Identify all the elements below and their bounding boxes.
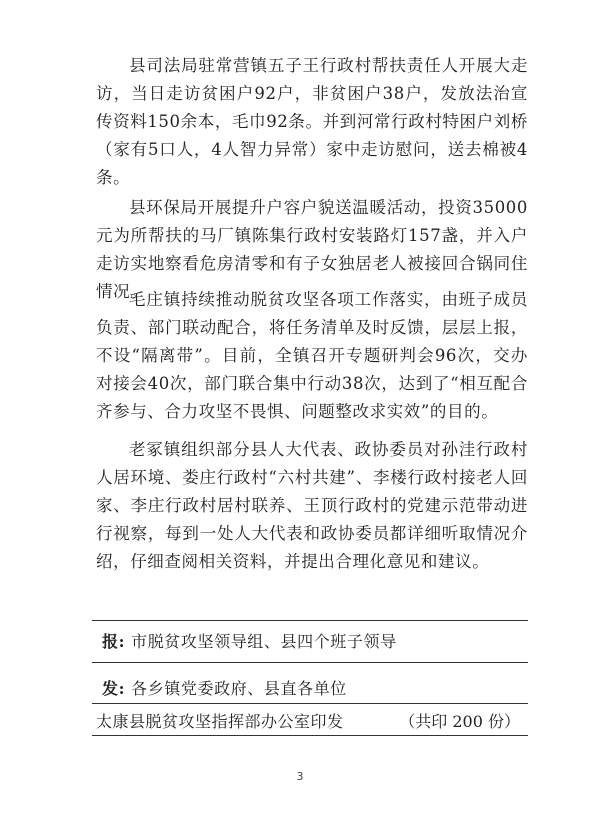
divider-bottom bbox=[92, 735, 528, 736]
issuer-text: 太康县脱贫攻坚指挥部办公室印发 bbox=[96, 712, 344, 731]
page-number: 3 bbox=[296, 770, 304, 783]
paragraph-laozhong-town: 老冢镇组织部分县人大代表、政协委员对孙洼行政村人居环境、娄庄行政村“六村共建”、李楼行政村接老人回家、李庄行政村居村联养、王顶行政村的党建示范带动进行视察，每到一处人大代表和政协委员都详细听取情况介绍，仔细查阅相关资料，并提出合理化意见和建议。 bbox=[96, 440, 528, 571]
paragraph-environment-bureau: 县环保局开展提升户容户貌送温暖活动，投资35000元为所帮扶的马厂镇陈集行政村安装路灯157盏，并入户走访实地察看危房清零和有子女独居老人被接回合锅同住情况。 bbox=[96, 198, 528, 301]
report-to-line bbox=[102, 629, 522, 652]
paragraph-justice-bureau: 县司法局驻常营镇五子王行政村帮扶责任人开展大走访，当日走访贫困户92户，非贫困户38户，发放法治宣传资料150余本，毛巾92条。并到河常行政村特困户刘桥（家有5口人，4人智力异常）家中走访慰问，送去棉被4条。 bbox=[96, 56, 528, 187]
send-recipients: 各乡镇党委政府、县直各单位 bbox=[131, 679, 347, 698]
divider-middle bbox=[92, 662, 528, 663]
copies-count: （共印 200 份） bbox=[399, 712, 520, 731]
send-label: 发: bbox=[102, 679, 126, 698]
divider-lower bbox=[92, 703, 528, 704]
imprint-line bbox=[96, 709, 528, 732]
send-to-line bbox=[102, 676, 522, 699]
report-recipients: 市脱贫攻坚领导组、县四个班子领导 bbox=[131, 632, 397, 651]
report-label: 报: bbox=[102, 632, 126, 651]
paragraph-maozhuang-town: 毛庄镇持续推动脱贫攻坚各项工作落实，由班子成员负责、部门联动配合，将任务清单及时反馈，层层上报，不设“隔离带”。目前，全镇召开专题研判会96次，交办对接会40次，部门联合集中行动38次，达到了“相互配合齐参与、合力攻坚不畏惧、问题整改求实效”的目的。 bbox=[96, 290, 528, 421]
divider-top bbox=[92, 620, 528, 621]
